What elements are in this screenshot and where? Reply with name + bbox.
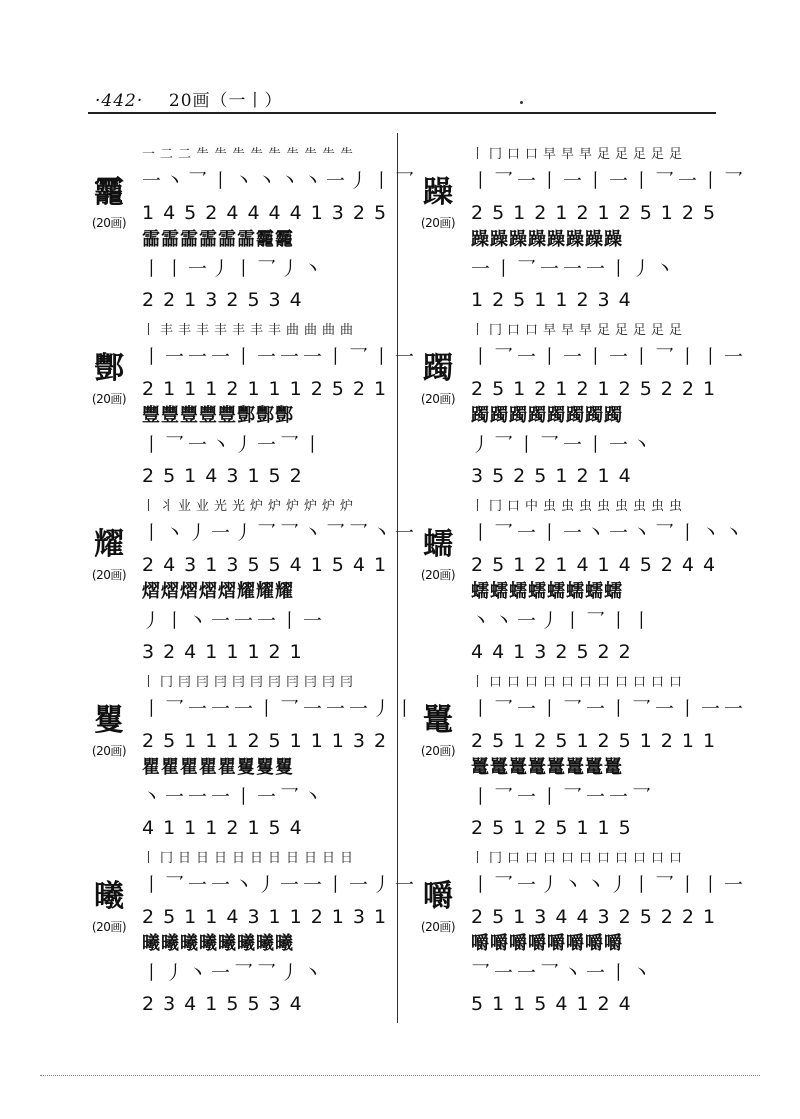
entry-character: 鼍 <box>423 703 453 738</box>
stroke-numbers-2: 51154124 <box>471 993 640 1015</box>
char-entry <box>85 323 419 499</box>
page-number: ·442· <box>95 91 144 111</box>
stroke-numbers-2: 25125115 <box>471 817 640 839</box>
stroke-progression-1: 丨丰丰丰丰丰丰丰曲曲曲曲 <box>142 323 359 338</box>
stroke-shapes-2: 丶一一一丨一乛丶 <box>142 786 327 808</box>
entry-character: 酆 <box>94 351 124 386</box>
char-entry <box>85 675 419 851</box>
stroke-count: (20画) <box>420 216 456 230</box>
stroke-numbers-1: 251214145244 <box>471 554 725 576</box>
stroke-shapes-1: 丨乛一一丶丿一一丨一丿一 <box>142 874 419 896</box>
bottom-rule <box>40 1075 760 1076</box>
stroke-progression-1: 丨冂日日日日日日日日日日 <box>142 851 359 866</box>
stroke-progression-2: 瞿瞿瞿瞿瞿矍矍矍 <box>142 757 294 778</box>
char-entry <box>414 851 748 1027</box>
stroke-progression-1: ⼀⼆⼆⺧⺧⺧⺧⺧⺧⺧⺧⺧ <box>142 147 359 162</box>
stroke-numbers-2: 25143152 <box>142 465 311 487</box>
stroke-progression-2: 嚼嚼嚼嚼嚼嚼嚼嚼 <box>471 933 623 954</box>
stroke-shapes-2: 丨丿丶一乛乛丿丶 <box>142 962 327 984</box>
char-entry <box>85 147 419 323</box>
stroke-progression-2: 霝霝霝霝霝霝龗龗 <box>142 229 294 250</box>
char-entry <box>414 499 748 675</box>
stroke-numbers-1: 251251251211 <box>471 730 725 752</box>
entry-character: 龗 <box>94 175 124 210</box>
stroke-progression-2: 躅躅躅躅躅躅躅躅 <box>471 405 623 426</box>
stroke-progression-1: 丨冂口口口口口口口口口口 <box>471 851 688 866</box>
stroke-numbers-2: 23415534 <box>142 993 311 1015</box>
stroke-count: (20画) <box>420 744 456 758</box>
stroke-shapes-1: 丨乛一丿丶丶丿丨乛丨丨一 <box>471 874 748 896</box>
stroke-progression-2: 熠熠熠熠熠耀耀耀 <box>142 581 294 602</box>
stroke-shapes-2: 丨乛一丨乛一一乛 <box>471 786 656 808</box>
entry-character: 嚼 <box>423 879 453 914</box>
stroke-shapes-2: 乛一一乛丶一丨丶 <box>471 962 656 984</box>
entry-character: 耀 <box>94 527 124 562</box>
stroke-count: (20画) <box>420 568 456 582</box>
stroke-shapes-1: 丨乛一丨一丶一丶乛丨丶丶 <box>471 522 748 544</box>
stroke-shapes-1: 丨乛一丨一丨一丨乛一丨乛 <box>471 170 748 192</box>
stroke-count: (20画) <box>91 920 127 934</box>
stroke-numbers-2: 22132534 <box>142 289 311 311</box>
char-entry <box>414 323 748 499</box>
char-entry <box>85 851 419 1027</box>
char-entry <box>85 499 419 675</box>
stroke-shapes-2: 丿丨丶一一一丨一 <box>142 610 327 632</box>
stroke-shapes-1: 丨丶丿一丿乛乛丶乛乛丶一 <box>142 522 419 544</box>
stroke-numbers-1: 251344325221 <box>471 906 725 928</box>
stroke-progression-1: 丨冂口口早早早足足足足足 <box>471 147 688 162</box>
stroke-count: (20画) <box>420 920 456 934</box>
entry-character: 躁 <box>423 175 453 210</box>
stroke-count: (20画) <box>91 568 127 582</box>
page-header <box>95 86 283 111</box>
header-rule <box>88 112 716 114</box>
stroke-numbers-2: 12511234 <box>471 289 640 311</box>
stroke-shapes-2: 丨丨一丿丨乛丿丶 <box>142 258 327 280</box>
entry-character: 矍 <box>94 703 124 738</box>
stroke-progression-1: 丨口口口口口口口口口口口 <box>471 675 688 690</box>
char-entry <box>414 147 748 323</box>
stroke-numbers-1: 243135541541 <box>142 554 396 576</box>
stroke-numbers-2: 35251214 <box>471 465 640 487</box>
stroke-progression-2: 豐豐豐豐豐酆酆酆 <box>142 405 294 426</box>
stroke-count: (20画) <box>420 392 456 406</box>
stroke-shapes-1: 一丶乛丨丶丶丶丶一丿丨乛 <box>142 170 419 192</box>
entry-character: 躅 <box>423 351 453 386</box>
stroke-progression-2: 曦曦曦曦曦曦曦曦 <box>142 933 294 954</box>
stroke-progression-2: 鼍鼍鼍鼍鼍鼍鼍鼍 <box>471 757 623 778</box>
stroke-shapes-1: 丨乛一一一丨乛一一一丿丨 <box>142 698 419 720</box>
stroke-numbers-1: 251143112131 <box>142 906 396 928</box>
stroke-shapes-1: 丨一一一丨一一一丨乛丨一 <box>142 346 419 368</box>
stroke-progression-1: 丨冂口中虫虫虫虫虫虫虫虫 <box>471 499 688 514</box>
stroke-numbers-1: 145244441325 <box>142 202 396 224</box>
entry-character: 蠕 <box>423 527 453 562</box>
stroke-shapes-2: 丨乛一丶丿一乛丨 <box>142 434 327 456</box>
stroke-numbers-2: 32411121 <box>142 641 311 663</box>
stroke-shapes-1: 丨乛一丨一丨一丨乛丨丨一 <box>471 346 748 368</box>
stroke-progression-2: 躁躁躁躁躁躁躁躁 <box>471 229 623 250</box>
stroke-numbers-1: 211121112521 <box>142 378 396 400</box>
stroke-shapes-2: 丿乛丨乛一丨一丶 <box>471 434 656 456</box>
entry-character: 曦 <box>94 879 124 914</box>
stroke-progression-2: 蠕蠕蠕蠕蠕蠕蠕蠕 <box>471 581 623 602</box>
stroke-progression-1: 丨冂口口早早早足足足足足 <box>471 323 688 338</box>
section-title: 20画（一丨） <box>168 91 283 111</box>
speck <box>520 101 523 104</box>
stroke-shapes-2: 一丨乛一一一丨丿丶 <box>471 258 679 280</box>
stroke-progression-1: 丨丬业业光光炉炉炉炉炉炉 <box>142 499 359 514</box>
char-entry <box>414 675 748 851</box>
stroke-shapes-1: 丨乛一丨乛一丨乛一丨一一 <box>471 698 748 720</box>
stroke-shapes-2: 丶丶一丿丨乛丨丨 <box>471 610 656 632</box>
stroke-numbers-1: 251212125221 <box>471 378 725 400</box>
stroke-count: (20画) <box>91 744 127 758</box>
stroke-numbers-2: 44132522 <box>471 641 640 663</box>
stroke-progression-1: 丨冂冃冃冃冃冃冃冃冃冃冃 <box>142 675 359 690</box>
stroke-count: (20画) <box>91 216 127 230</box>
stroke-numbers-2: 41112154 <box>142 817 311 839</box>
stroke-count: (20画) <box>91 392 127 406</box>
stroke-numbers-1: 251212125125 <box>471 202 725 224</box>
stroke-numbers-1: 251112511132 <box>142 730 396 752</box>
